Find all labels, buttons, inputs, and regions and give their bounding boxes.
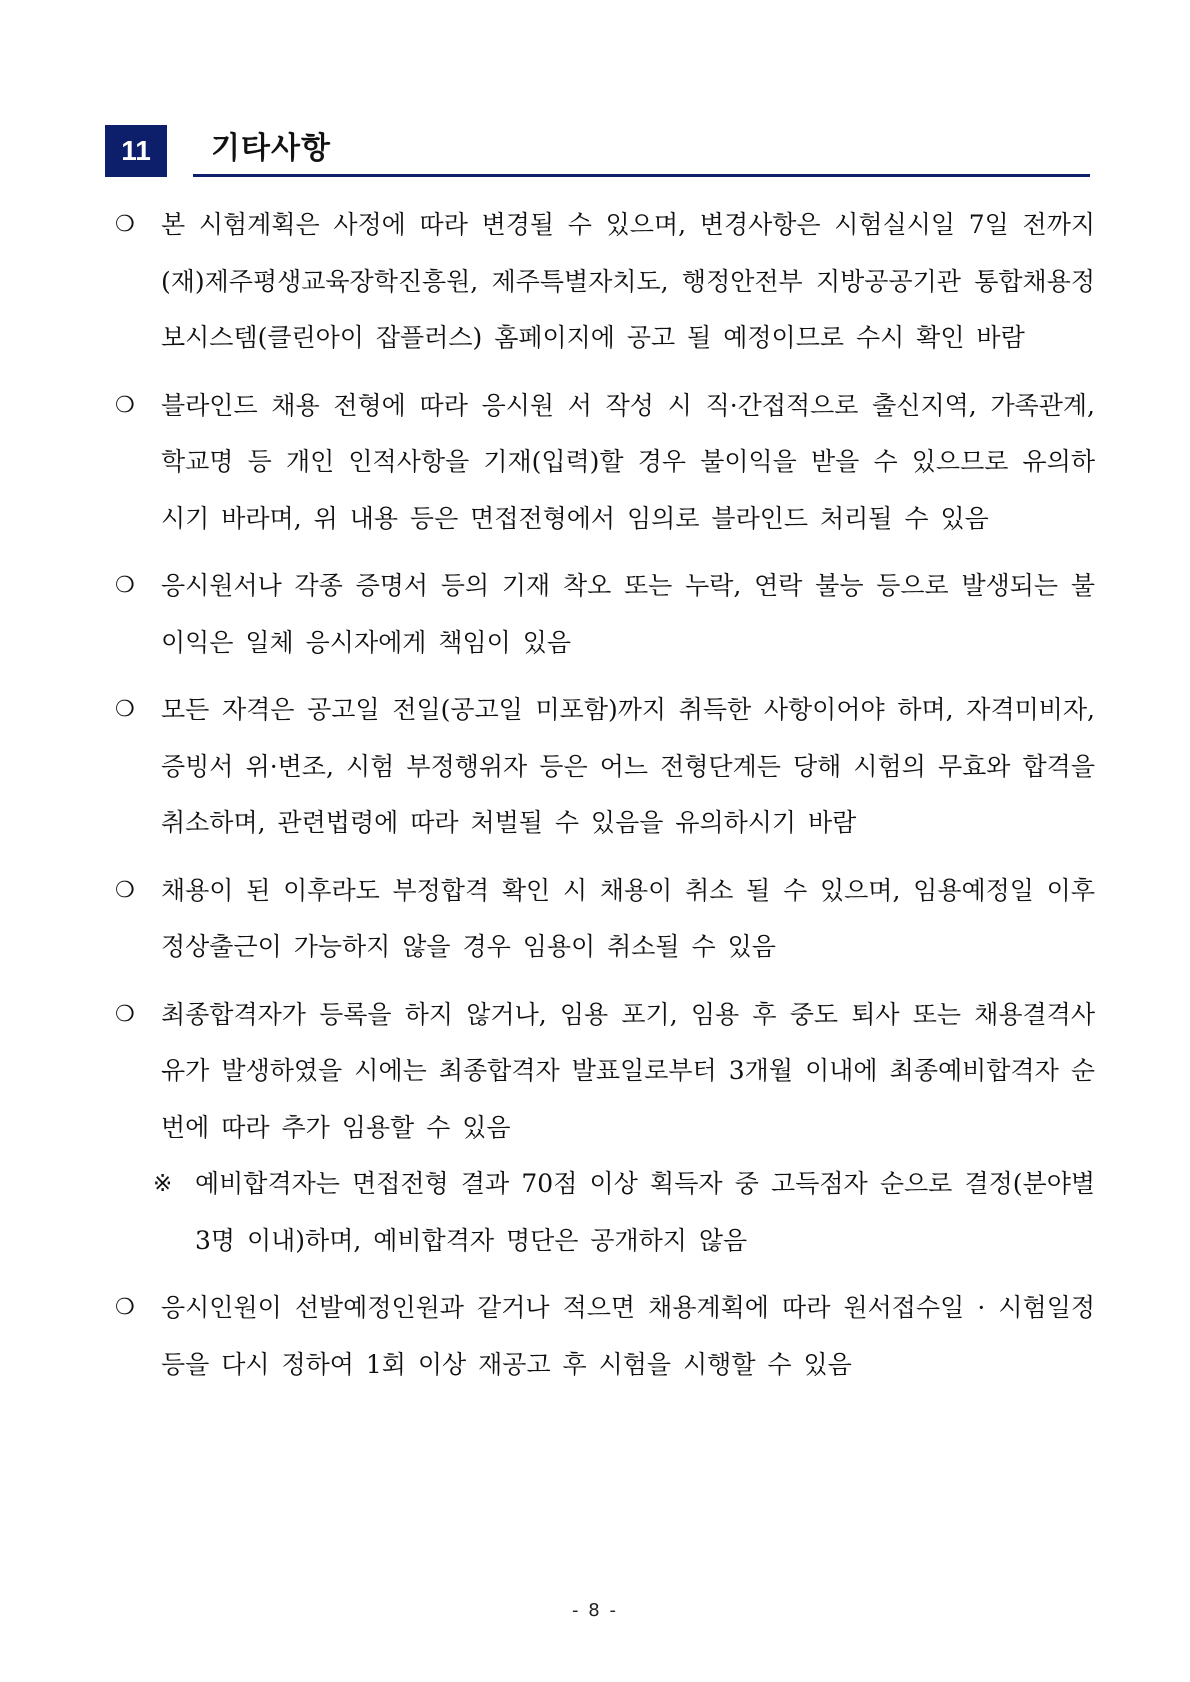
section-number-badge: 11 <box>105 125 167 177</box>
section-header <box>105 125 1090 179</box>
circle-bullet-icon: ❍ <box>115 392 135 418</box>
reference-mark-icon: ※ <box>153 1171 173 1197</box>
list-item <box>115 682 1095 852</box>
list-item <box>115 1280 1095 1393</box>
list-item <box>115 197 1095 367</box>
reference-note <box>115 1156 1095 1269</box>
list-item <box>115 863 1095 976</box>
list-item-text: 채용이 된 이후라도 부정합격 확인 시 채용이 취소 될 수 있으며, 임용예정일 이후 정상출근이 가능하지 않을 경우 임용이 취소될 수 있음 <box>161 875 1095 961</box>
list-item <box>115 378 1095 548</box>
circle-bullet-icon: ❍ <box>115 697 135 722</box>
list-item-text: 본 시험계획은 사정에 따라 변경될 수 있으며, 변경사항은 시험실시일 7일 전까지 (재)제주평생교육장학진흥원, 제주특별자치도, 행정안전부 지방공공기관 통합채용정보시스템(클린아이 잡플러스) 홈페이지에 공고 될 예정이므로 수시 확인 바람 <box>161 210 1095 352</box>
page-number: - 8 - <box>572 1600 618 1621</box>
list-item-text: 최종합격자가 등록을 하지 않거나, 임용 포기, 임용 후 중도 퇴사 또는 채용결격사유가 발생하였을 시에는 최종합격자 발표일로부터 3개월 이내에 최종예비합격자 순번에 따라 추가 임용할 수 있음 <box>161 999 1095 1142</box>
circle-bullet-icon: ❍ <box>115 1295 135 1320</box>
circle-bullet-icon: ❍ <box>115 212 135 237</box>
list-item-text: 블라인드 채용 전형에 따라 응시원 서 작성 시 직·간접적으로 출신지역, 가족관계, 학교명 등 개인 인적사항을 기재(입력)할 경우 불이익을 받을 수 있으므로 유의하시기 바라며, 위 내용 등은 면접전형에서 임의로 블라인드 처리될 수 있음 <box>161 390 1095 533</box>
content-body <box>115 197 1095 1404</box>
section-underline <box>193 174 1090 177</box>
list-item-text: 응시인원이 선발예정인원과 같거나 적으면 채용계획에 따라 원서접수일 · 시험일정 등을 다시 정하여 1회 이상 재공고 후 시험을 시행할 수 있음 <box>161 1293 1095 1379</box>
list-item-text: 모든 자격은 공고일 전일(공고일 미포함)까지 취득한 사항이어야 하며, 자격미비자, 증빙서 위·변조, 시험 부정행위자 등은 어느 전형단계든 당해 시험의 무효와 합격을 취소하며, 관련법령에 따라 처벌될 수 있음을 유의하시기 바람 <box>161 695 1095 837</box>
list-item-text: 응시원서나 각종 증명서 등의 기재 착오 또는 누락, 연락 불능 등으로 발생되는 불이익은 일체 응시자에게 책임이 있음 <box>161 571 1095 657</box>
note-text: 예비합격자는 면접전형 결과 70점 이상 획득자 중 고득점자 순으로 결정(분야별 3명 이내)하며, 예비합격자 명단은 공개하지 않음 <box>195 1169 1095 1255</box>
section-title: 기타사항 <box>211 131 331 166</box>
list-item <box>115 987 1095 1157</box>
circle-bullet-icon: ❍ <box>115 573 135 598</box>
circle-bullet-icon: ❍ <box>115 877 135 903</box>
list-item <box>115 558 1095 671</box>
circle-bullet-icon: ❍ <box>115 1001 135 1027</box>
